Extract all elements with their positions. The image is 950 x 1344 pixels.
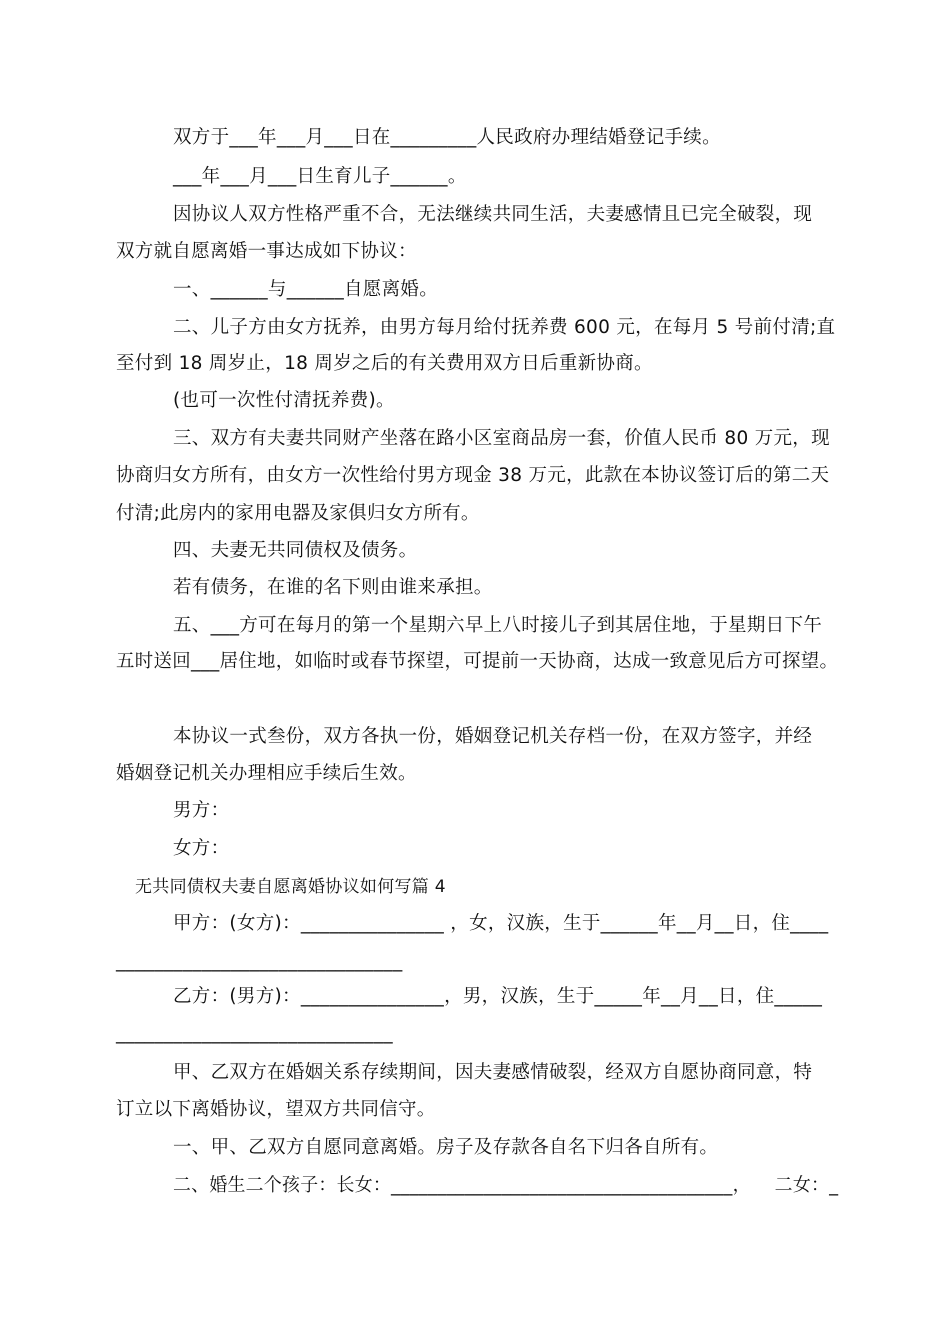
text-line: 三、双方有夫妻共同财产坐落在路小区室商品房一套，价值人民币 80 万元，现 [173, 428, 830, 449]
text-line: 至付到 18 周岁止，18 周岁之后的有关费用双方日后重新协商。 [116, 353, 653, 374]
signature-male-label: 男方： [173, 800, 230, 821]
text-line: 二、婚生二个孩子：长女：_____________________________________， 二女：_ [173, 1175, 839, 1196]
text-line: 因协议人双方性格严重不合，无法继续共同生活，夫妻感情且已完全破裂，现 [173, 204, 813, 225]
text-line: (也可一次性付清抚养费)。 [173, 390, 395, 411]
text-line: 甲方：(女方)：_______________ ，女，汉族，生于______年__月__日，住____ [173, 913, 829, 934]
text-line: 若有债务，在谁的名下则由谁来承担。 [173, 577, 493, 598]
text-line: 双方就自愿离婚一事达成如下协议： [116, 241, 417, 262]
text-line: 一、______与______自愿离婚。 [173, 279, 439, 300]
text-line: 甲、乙双方在婚姻关系存续期间，因夫妻感情破裂，经双方自愿协商同意，特 [173, 1062, 813, 1083]
text-line: 双方于___年___月___日在_________人民政府办理结婚登记手续。 [173, 127, 721, 148]
text-line: 协商归女方所有，由女方一次性给付男方现金 38 万元，此款在本协议签订后的第二天 [116, 465, 830, 486]
text-line: 四、夫妻无共同债权及债务。 [173, 540, 418, 561]
text-line: 本协议一式叁份，双方各执一份，婚姻登记机关存档一份，在双方签字，并经 [173, 726, 813, 747]
text-line: 付清;此房内的家用电器及家俱归女方所有。 [116, 503, 480, 524]
text-line: 一、甲、乙双方自愿同意离婚。房子及存款各自名下归各自所有。 [173, 1137, 719, 1158]
blank-line: ______________________________ [116, 951, 403, 972]
section-title: 无共同债权夫妻自愿离婚协议如何写篇 4 [135, 877, 446, 897]
text-line: 乙方：(男方)：_______________，男，汉族，生于_____年__月__日，住_____ [173, 986, 823, 1007]
text-line: 五时送回___居住地，如临时或春节探望，可提前一天协商，达成一致意见后方可探望。 [116, 651, 839, 672]
blank-line: _____________________________ [116, 1023, 393, 1044]
text-line: 五、___方可在每月的第一个星期六早上八时接儿子到其居住地，于星期日下午 [173, 615, 823, 636]
text-line: 婚姻登记机关办理相应手续后生效。 [116, 763, 417, 784]
text-line: 订立以下离婚协议，望双方共同信守。 [116, 1099, 436, 1120]
text-line: ___年___月___日生育儿子______。 [173, 166, 467, 187]
text-line: 二、儿子方由女方抚养，由男方每月给付抚养费 600 元，在每月 5 号前付清;直 [173, 317, 836, 338]
signature-female-label: 女方： [173, 838, 230, 859]
